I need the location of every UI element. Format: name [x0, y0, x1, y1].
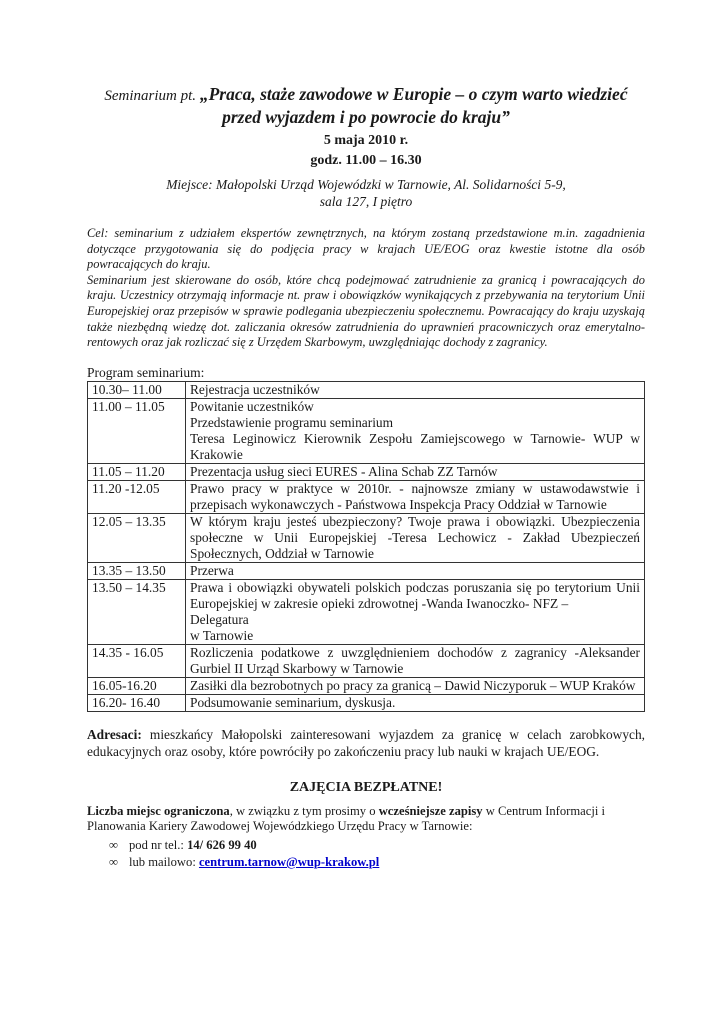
- limited-text2: w Centrum Informacji i Planowania Kariery Zawodowej Wojewódzkiego Urzędu Pracy w Tarnowie:: [87, 803, 605, 834]
- program-item: [186, 579, 645, 644]
- program-item-line: Teresa Leginowicz Kierownik Zespołu Zamiejscowego w Tarnowie- WUP w Krakowie: [190, 430, 640, 462]
- email-link[interactable]: centrum.tarnow@wup-krakow.pl: [198, 854, 380, 869]
- program-item: [186, 463, 645, 480]
- title-main: „Praca, staże zawodowe w Europie – o czym warto wiedzieć: [199, 84, 628, 104]
- program-item: [186, 513, 645, 562]
- program-item: [186, 562, 645, 579]
- program-item-line: Powitanie uczestników: [190, 398, 314, 414]
- contact-email: [109, 854, 645, 871]
- title-line2: przed wyjazdem i po powrocie do kraju”: [222, 107, 510, 127]
- program-item-line: Zasiłki dla bezrobotnych po pracy za granicą – Dawid Niczyporuk – WUP Kraków: [190, 677, 636, 693]
- program-item-line: Prawa i obowiązki obywateli polskich podczas poruszania się po terytorium Unii Europejskiej w zakresie opieki zdrowotnej -Wanda Iwanoczko- NFZ –: [190, 579, 640, 611]
- program-time: 13.35 – 13.50: [88, 562, 186, 579]
- program-item: [186, 381, 645, 398]
- early-signup: wcześniejsze zapisy: [378, 803, 483, 818]
- audience-paragraph: Seminarium jest skierowane do osób, które chcą podejmować zatrudnienie za granicą i powracających do kraju. Uczestnicy otrzymają informacje nt. praw i obowiązków wynikających z przebywania na terytorium Unii Europejskiej oraz przepisów w sprawie podlegania ubezpieczeniu społecznemu. Powracający do kraju uzyskają także niezbędną wiedzę dot. zaliczania okresów zatrudnienia do uprawnień pracowniczych oraz emerytalno-rentowych oraz jak rozliczać się z Urzędem Skarbowym, uwzględniając dochody z zagranicy.: [87, 272, 645, 350]
- program-item: [186, 694, 645, 711]
- program-time: 16.05-16.20: [88, 677, 186, 694]
- addressees-text: mieszkańcy Małopolski zainteresowani wyjazdem za granicę w celach zarobkowych, edukacyjnych oraz osoby, które powróciły po zakończeniu pracy lub nauki w krajach UE/EOG.: [87, 726, 645, 759]
- program-item: [186, 480, 645, 513]
- program-item-line: W którym kraju jesteś ubezpieczony? Twoje prawa i obowiązki. Ubezpieczenia społeczne w Unii Europejskiej -Teresa Lechowicz - Zakład Ubezpieczeń Społecznych, Oddział w Tarnowie: [190, 513, 640, 561]
- program-time: 11.05 – 11.20: [88, 463, 186, 480]
- phone-number[interactable]: 14/ 626 99 40: [187, 837, 257, 852]
- title-prefix: Seminarium pt.: [104, 88, 200, 104]
- program-time: 11.00 – 11.05: [88, 398, 186, 463]
- contact-list: [109, 837, 645, 871]
- registration-paragraph: [87, 804, 645, 835]
- program-row: [88, 644, 645, 677]
- seminar-place: [87, 176, 645, 210]
- program-item-line: Prezentacja usług sieci EURES - Alina Schab ZZ Tarnów: [190, 463, 498, 479]
- phone-label: pod nr tel.:: [129, 837, 188, 852]
- document-page: [87, 84, 645, 871]
- program-item-line: Rejestracja uczestników: [190, 381, 320, 397]
- program-row: [88, 463, 645, 480]
- infinity-bullet-icon: ∞: [109, 854, 118, 869]
- program-item-line: Przedstawienie programu seminarium: [190, 414, 394, 430]
- free-notice: ZAJĘCIA BEZPŁATNE!: [289, 779, 443, 795]
- program-item: [186, 677, 645, 694]
- program-row: [88, 579, 645, 644]
- program-row: [88, 677, 645, 694]
- program-item-line: Podsumowanie seminarium, dyskusja.: [190, 694, 396, 710]
- program-time: 11.20 -12.05: [88, 480, 186, 513]
- seminar-time: godz. 11.00 – 16.30: [310, 153, 422, 168]
- seminar-date: 5 maja 2010 r.: [323, 133, 409, 148]
- program-item-line: Prawo pracy w praktyce w 2010r. - najnowsze zmiany w ustawodawstwie i przepisach wykonawczych - Państwowa Inspekcja Pracy Oddział w Tarnowie: [190, 480, 640, 512]
- program-row: [88, 562, 645, 579]
- program-caption: Program seminarium:: [87, 364, 205, 380]
- program-item-line: Delegatura: [190, 611, 249, 627]
- program-row: [88, 694, 645, 711]
- program-item: [186, 644, 645, 677]
- program-time: 16.20- 16.40: [88, 694, 186, 711]
- program-item-line: Przerwa: [190, 562, 234, 578]
- program-time: 10.30– 11.00: [88, 381, 186, 398]
- program-row: [88, 381, 645, 398]
- goal-paragraph: Cel: seminarium z udziałem ekspertów zewnętrznych, na którym zostaną przedstawione m.in. zagadnienia dotyczące przygotowania się do podjęcia pracy w krajach UE/EOG oraz kwestie istotne dla osób powracających do kraju.: [87, 226, 645, 272]
- program-table: [87, 381, 645, 712]
- program-time: 12.05 – 13.35: [88, 513, 186, 562]
- program-item-line: w Tarnowie: [190, 627, 254, 643]
- place-line2: sala 127, I piętro: [319, 194, 413, 209]
- program-row: [88, 480, 645, 513]
- seminar-title: [87, 84, 645, 128]
- program-time: 14.35 - 16.05: [88, 644, 186, 677]
- limited-text1: , w związku z tym prosimy o: [229, 803, 379, 818]
- seminar-description: [87, 226, 645, 351]
- program-item: [186, 398, 645, 463]
- limited-seats: Liczba miejsc ograniczona: [87, 803, 230, 818]
- email-label: lub mailowo:: [129, 854, 199, 869]
- place-line1: Miejsce: Małopolski Urząd Wojewódzki w Tarnowie, Al. Solidarności 5-9,: [166, 177, 566, 192]
- addressees-paragraph: [87, 726, 645, 760]
- program-time: 13.50 – 14.35: [88, 579, 186, 644]
- program-row: [88, 513, 645, 562]
- addressees-label: Adresaci:: [87, 726, 142, 742]
- contact-phone: [109, 837, 645, 854]
- infinity-bullet-icon: ∞: [109, 837, 118, 852]
- program-item-line: Rozliczenia podatkowe z uwzględnieniem dochodów z zagranicy -Aleksander Gurbiel II Urząd Skarbowy w Tarnowie: [190, 644, 640, 676]
- program-row: [88, 398, 645, 463]
